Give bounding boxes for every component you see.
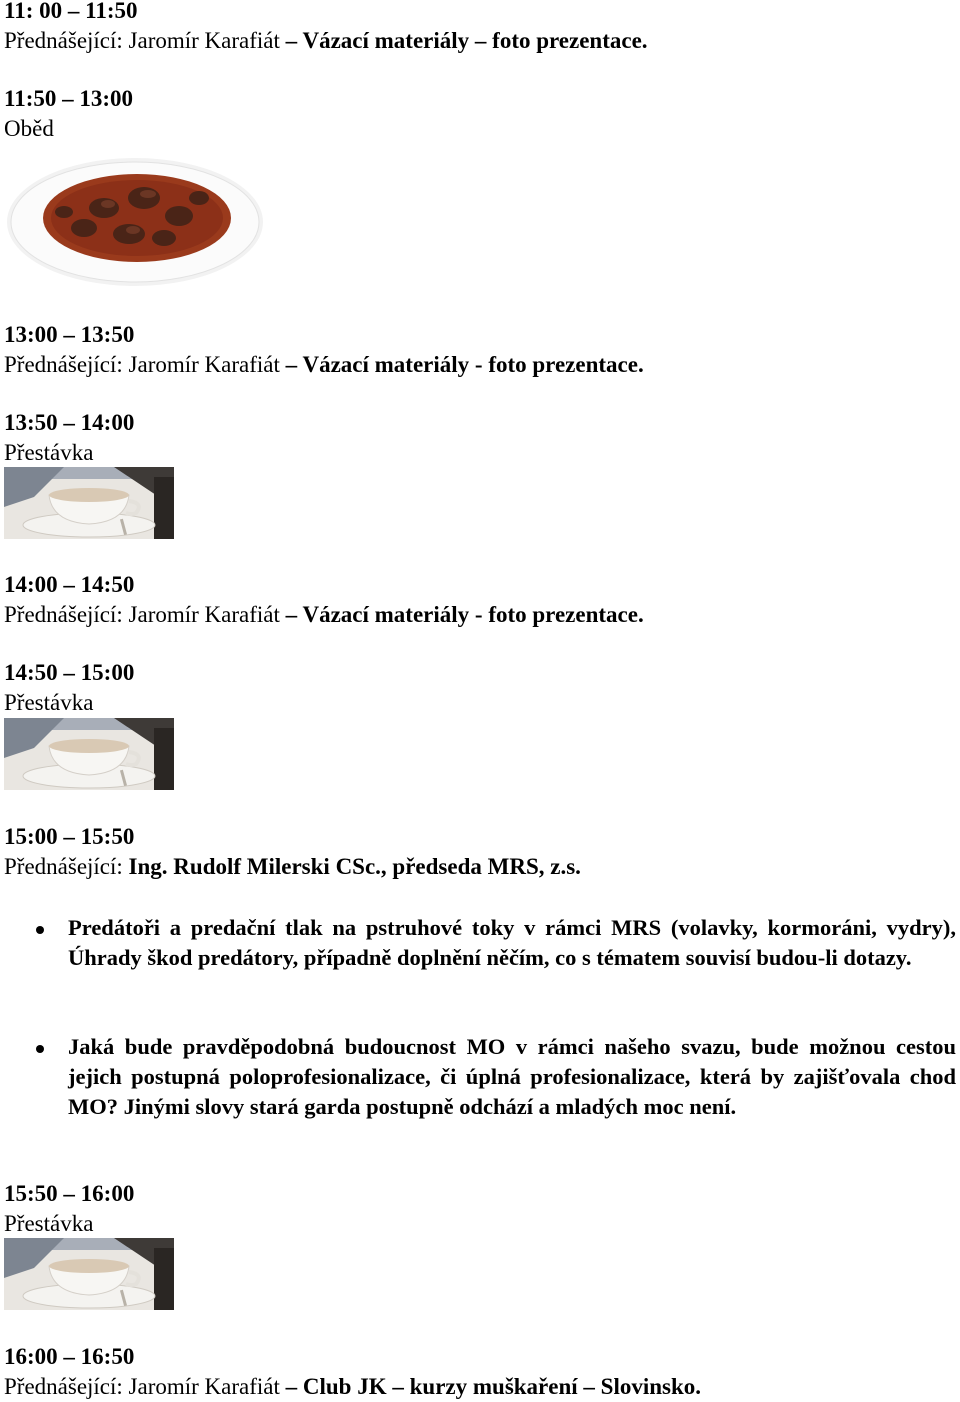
session-topic: – Vázací materiály – foto prezentace. — [285, 28, 648, 53]
speaker-name: Ing. Rudolf Milerski CSc., předseda MRS, z.s. — [128, 854, 581, 879]
session-speaker-line — [4, 852, 581, 882]
session-time: 15:50 – 16:00 — [4, 1181, 135, 1206]
session-text: Přestávka — [4, 690, 94, 715]
speaker-label: Přednášející: — [4, 854, 123, 879]
speaker-label: Přednášející: — [4, 28, 123, 53]
bullet-dot — [36, 926, 44, 934]
session-time: 11:50 – 13:00 — [4, 86, 134, 111]
goulash-plate-image — [4, 146, 266, 290]
session-speaker-line — [4, 350, 644, 380]
speaker-label: Přednášející: — [4, 352, 123, 377]
session-speaker-line — [4, 600, 644, 630]
session-text: Oběd — [4, 116, 54, 141]
bullet-item: Jaká bude pravděpodobná budoucnost MO v rámci našeho svazu, bude možnou cestou jejich postupná poloprofesionalizace, či úplná profesionalizace, která by zajišťovala chod MO? Jinými slovy stará garda postupně odchází a mladých moc není. — [68, 1034, 956, 1119]
session-topic: – Club JK – kurzy muškaření – Slovinsko. — [285, 1374, 702, 1399]
bullet-item: Predátoři a predační tlak na pstruhové toky v rámci MRS (volavky, kormoráni, vydry), Úhrady škod predátory, případně doplnění něčím, co s tématem souvisí budou-li dotazy. — [68, 915, 956, 970]
speaker-label: Přednášející: — [4, 1374, 123, 1399]
coffee-cup-image — [4, 467, 174, 539]
speaker-name: Jaromír Karafiát — [128, 28, 280, 53]
session-text: Přestávka — [4, 1211, 94, 1236]
session-topic: – Vázací materiály - foto prezentace. — [285, 602, 644, 627]
speaker-name: Jaromír Karafiát — [128, 602, 280, 627]
session-time: 14:00 – 14:50 — [4, 572, 135, 597]
session-text: Přestávka — [4, 440, 94, 465]
session-topic: – Vázací materiály - foto prezentace. — [285, 352, 644, 377]
session-time: 11: 00 – 11:50 — [4, 0, 138, 23]
speaker-name: Jaromír Karafiát — [128, 352, 280, 377]
coffee-cup-image — [4, 1238, 174, 1310]
speaker-name: Jaromír Karafiát — [128, 1374, 280, 1399]
session-time: 15:00 – 15:50 — [4, 824, 135, 849]
session-speaker-line — [4, 1372, 701, 1402]
session-time: 16:00 – 16:50 — [4, 1344, 135, 1369]
session-time: 14:50 – 15:00 — [4, 660, 135, 685]
session-time: 13:00 – 13:50 — [4, 322, 135, 347]
session-speaker-line — [4, 26, 648, 56]
session-time: 13:50 – 14:00 — [4, 410, 135, 435]
coffee-cup-image — [4, 718, 174, 790]
speaker-label: Přednášející: — [4, 602, 123, 627]
bullet-dot — [36, 1045, 44, 1053]
